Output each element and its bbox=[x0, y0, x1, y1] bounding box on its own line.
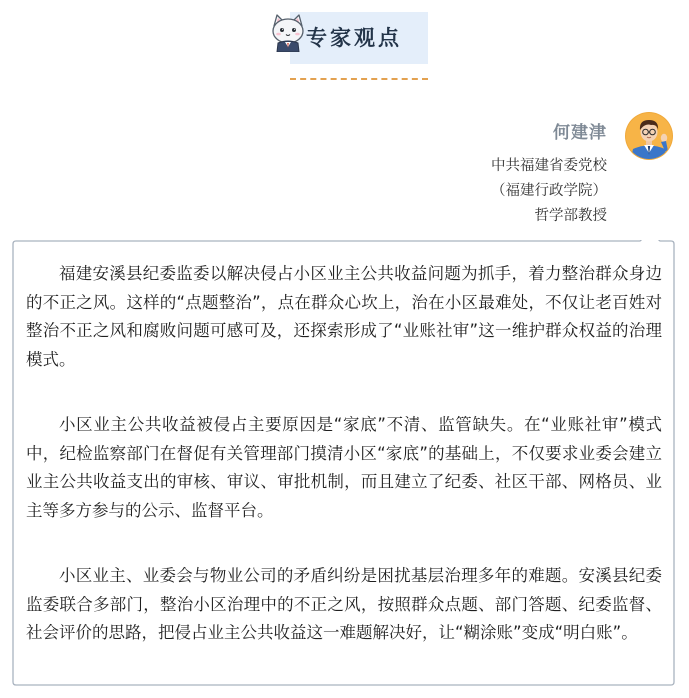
professor-avatar-icon bbox=[624, 111, 674, 161]
article-paragraph: 小区业主公共收益被侵占主要原因是“家底”不清、监管缺失。在“业账社审”模式中，纪检监察部门在督促有关管理部门摸清小区“家底”的基础上，不仅要求业委会建立业主公共收益支出的审核、审议、审批机制，而且建立了纪委、社区干部、网格员、业主等多方参与的公示、监督平台。 bbox=[26, 415, 662, 520]
author-affiliation-line: （福建行政学院） bbox=[491, 183, 607, 199]
author-info bbox=[491, 118, 607, 229]
section-header bbox=[268, 12, 428, 72]
header-dashed-underline bbox=[290, 78, 428, 80]
header-title: 专家观点 bbox=[306, 26, 402, 50]
article-paragraph: 小区业主、业委会与物业公司的矛盾纠纷是困扰基层治理多年的难题。安溪县纪委监委联合多部门，整治小区治理中的不正之风，按照群众点题、部门答题、纪委监督、社会评价的思路，把侵占业主公共收益这一难题解决好，让“糊涂账”变成“明白账”。 bbox=[26, 566, 662, 642]
article-body bbox=[26, 260, 662, 648]
content-card bbox=[12, 240, 675, 686]
author-affiliation-line: 哲学部教授 bbox=[534, 208, 607, 224]
cat-mascot-icon bbox=[268, 12, 308, 52]
author-affiliation-line: 中共福建省委党校 bbox=[491, 158, 607, 174]
article-paragraph: 福建安溪县纪委监委以解决侵占小区业主公共收益问题为抓手，着力整治群众身边的不正之风。这样的“点题整治”，点在群众心坎上，治在小区最难处，不仅让老百姓对整治不正之风和腐败问题可感可及，还探索形成了“业账社审”这一维护群众权益的治理模式。 bbox=[26, 264, 662, 369]
author-name: 何建津 bbox=[553, 123, 607, 143]
